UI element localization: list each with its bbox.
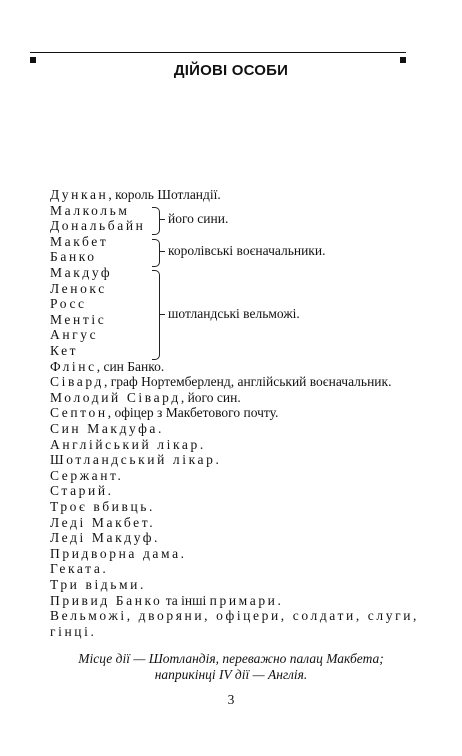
cast-entry (50, 327, 98, 343)
character-description: , граф Нортемберленд, англійський воєначальник. (103, 374, 392, 390)
character-name: Дональбайн (50, 218, 146, 234)
cast-entry (50, 343, 78, 359)
character-name: гінці. (50, 623, 97, 639)
character-name: Флінс (50, 358, 97, 374)
cast-entry (50, 312, 106, 328)
group-bracket-sons (152, 207, 160, 235)
character-description: , син Банко. (96, 358, 165, 374)
cast-entry (50, 593, 283, 609)
character-description: , його син. (180, 389, 241, 405)
setting-line-1: Місце дії — Шотландія, переважно палац Макбета; (78, 651, 384, 666)
character-name: Дункан (50, 187, 109, 202)
bracket-notch (160, 219, 165, 220)
cast-entry (50, 468, 124, 484)
character-description: , король Шотландії. (108, 187, 221, 202)
character-name: Макбет (50, 233, 109, 249)
cast-entry (50, 203, 130, 219)
character-name: Англійський лікар. (50, 436, 206, 452)
page-title: ДІЙОВІ ОСОБИ (173, 62, 289, 79)
character-name: Троє вбивць. (50, 499, 156, 514)
cast-entry (50, 374, 391, 390)
cast-entry (50, 218, 146, 234)
character-description: , офіцер з Макбетового почту. (107, 405, 279, 421)
character-name: Леді Макбет. (50, 514, 156, 530)
cast-entry (50, 359, 164, 375)
character-name: Три відьми. (50, 577, 146, 592)
character-name: Молодий Сівард (50, 389, 181, 405)
cast-entry (50, 546, 187, 562)
character-name: примари. (209, 592, 284, 608)
cast-entry (50, 515, 155, 531)
page-number: 3 (227, 692, 235, 707)
setting-line-2: наприкінці IV дії — Англія. (154, 667, 308, 682)
group-label-nobles: шотландські вельможі. (168, 306, 300, 321)
cast-entry (50, 499, 155, 515)
character-name: Банко (50, 249, 97, 265)
cast-entry (50, 187, 221, 203)
character-name: Ментіс (50, 311, 107, 327)
character-name: Син Макдуфа. (50, 421, 164, 436)
bracket-notch (160, 251, 165, 252)
character-name: Старий. (50, 483, 114, 499)
cast-entry (50, 421, 164, 437)
character-name: Шотландський лікар. (50, 452, 222, 468)
character-name: Ангус (50, 327, 99, 343)
cast-entry (50, 249, 97, 265)
cast-entry (50, 561, 108, 577)
character-name: Придворна дама. (50, 545, 187, 561)
group-bracket-generals (152, 239, 160, 267)
group-label-generals: королівські воєначальники. (168, 243, 326, 258)
cast-entry (50, 483, 114, 499)
cast-entry (50, 577, 146, 593)
character-name: Макдуф (50, 265, 113, 280)
cast-entry (50, 405, 278, 421)
character-name: Кет (50, 343, 79, 358)
cast-entry (50, 390, 241, 406)
character-name: Сівард (50, 374, 104, 390)
character-name: Ленокс (50, 280, 107, 296)
cast-entry (50, 624, 96, 640)
cast-entry (50, 437, 206, 453)
top-rule (30, 52, 406, 53)
character-name: Леді Макдуф. (50, 530, 161, 546)
cast-entry (50, 234, 108, 250)
cast-entry (50, 265, 112, 281)
cast-entry (50, 296, 87, 312)
group-bracket-nobles (152, 270, 160, 360)
character-name: Вельможі, дворяни, офіцери, солдати, слуги, (50, 608, 420, 624)
group-label-sons: його сини. (168, 211, 229, 226)
character-name: Росс (50, 296, 87, 312)
character-name: Геката. (50, 561, 109, 577)
character-name: Сержант. (50, 467, 124, 483)
cast-entry (50, 281, 107, 297)
character-name: Малкольм (50, 202, 130, 218)
bracket-notch (160, 314, 165, 315)
cast-entry (50, 608, 419, 624)
cast-entry (50, 530, 160, 546)
character-name: Привид Банко (50, 592, 163, 608)
character-name: Септон (50, 405, 108, 421)
character-description: та інші (162, 592, 210, 608)
cast-entry (50, 452, 221, 468)
